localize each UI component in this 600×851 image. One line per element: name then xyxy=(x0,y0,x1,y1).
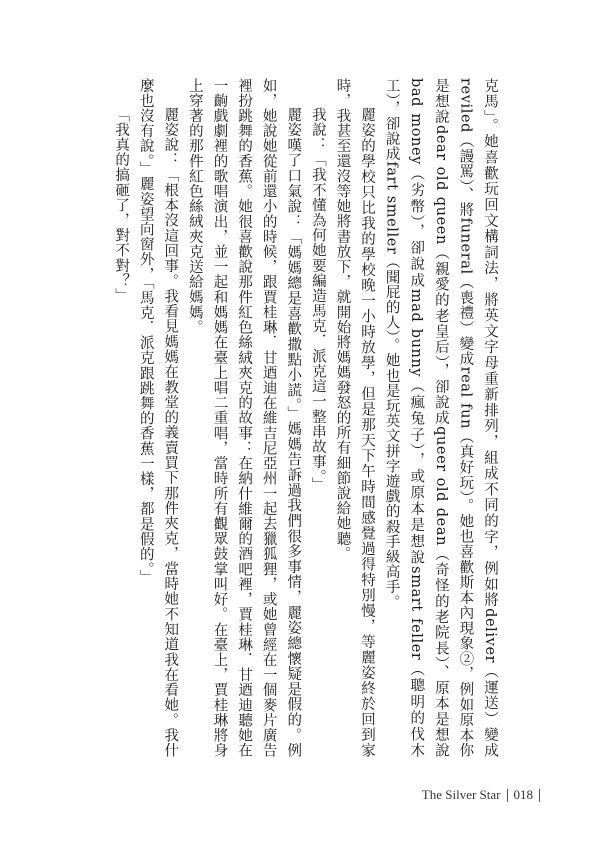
book-title: The Silver Star xyxy=(421,787,501,802)
paragraph-3: 我說：「我不懂為何她要編造馬克．派克這一整串故事。」 xyxy=(309,107,326,493)
footer-divider xyxy=(507,789,508,802)
paragraph-2: 麗姿的學校只比我的學校晚一小時放學，但是那天下午時間感覺過得特別慢，等麗姿終於回到家時，我甚至還沒等她將書放下，就開始將媽媽發怒的所有細節說給她聽。 xyxy=(334,78,376,758)
paragraph-6: 「我真的搞砸了，對不對？」 xyxy=(113,107,130,304)
paragraph-1: 克馬」。她喜歡玩回文構詞法，將英文字母重新排列，組成不同的字，例如將deliver（運送）變成reviled（謾罵）、將funeral（喪禮）變成real fun（真好玩）。她也喜歡斯本內現象②，例如原本你是想說dear old queen（親愛的老皇后），卻說成queer old dean（奇怪的老院長）、原本是想說bad money（劣幣），卻說成mad bunny（瘋兔子），或原本是想說smart feller（聰明的伐木工），卻說成fart smeller（聞屁的人）。她也是玩英文拼字遊戲的殺手級高手。 xyxy=(383,78,498,758)
body-text xyxy=(109,78,503,758)
paragraph-4: 麗姿嘆了口氣說：「媽媽總是喜歡撒點小謊。」媽媽告訴過我們很多事情，麗姿總懷疑是假的。例如，她說她從前還小的時候，跟賈桂琳．甘迺迪在維吉尼亞州一起去獵狐狸，或她曾經在一個麥片廣告裡扮跳舞的香蕉。她很喜歡說那件紅色絲絨夾克的故事：在納什維爾的酒吧裡，賈桂琳．甘迺迪聽她在一齣戲劇裡的歌唱演出，並一起和媽媽在臺上唱二重唱，當時所有觀眾鼓掌叫好。在臺上，賈桂琳將身上穿著的那件紅色絲絨夾克送給媽媽。 xyxy=(186,78,302,758)
page-footer xyxy=(422,787,540,803)
paragraph-5: 麗姿說：「根本沒這回事。我看見媽媽在教堂的義賣買下那件夾克，當時她不知道我在看她。我什麼也沒有說。」麗姿望向窗外，「馬克．派克跟跳舞的香蕉一樣，都是假的。」 xyxy=(137,78,179,758)
page-number: 018 xyxy=(513,787,533,802)
footer-divider-end xyxy=(539,789,540,802)
